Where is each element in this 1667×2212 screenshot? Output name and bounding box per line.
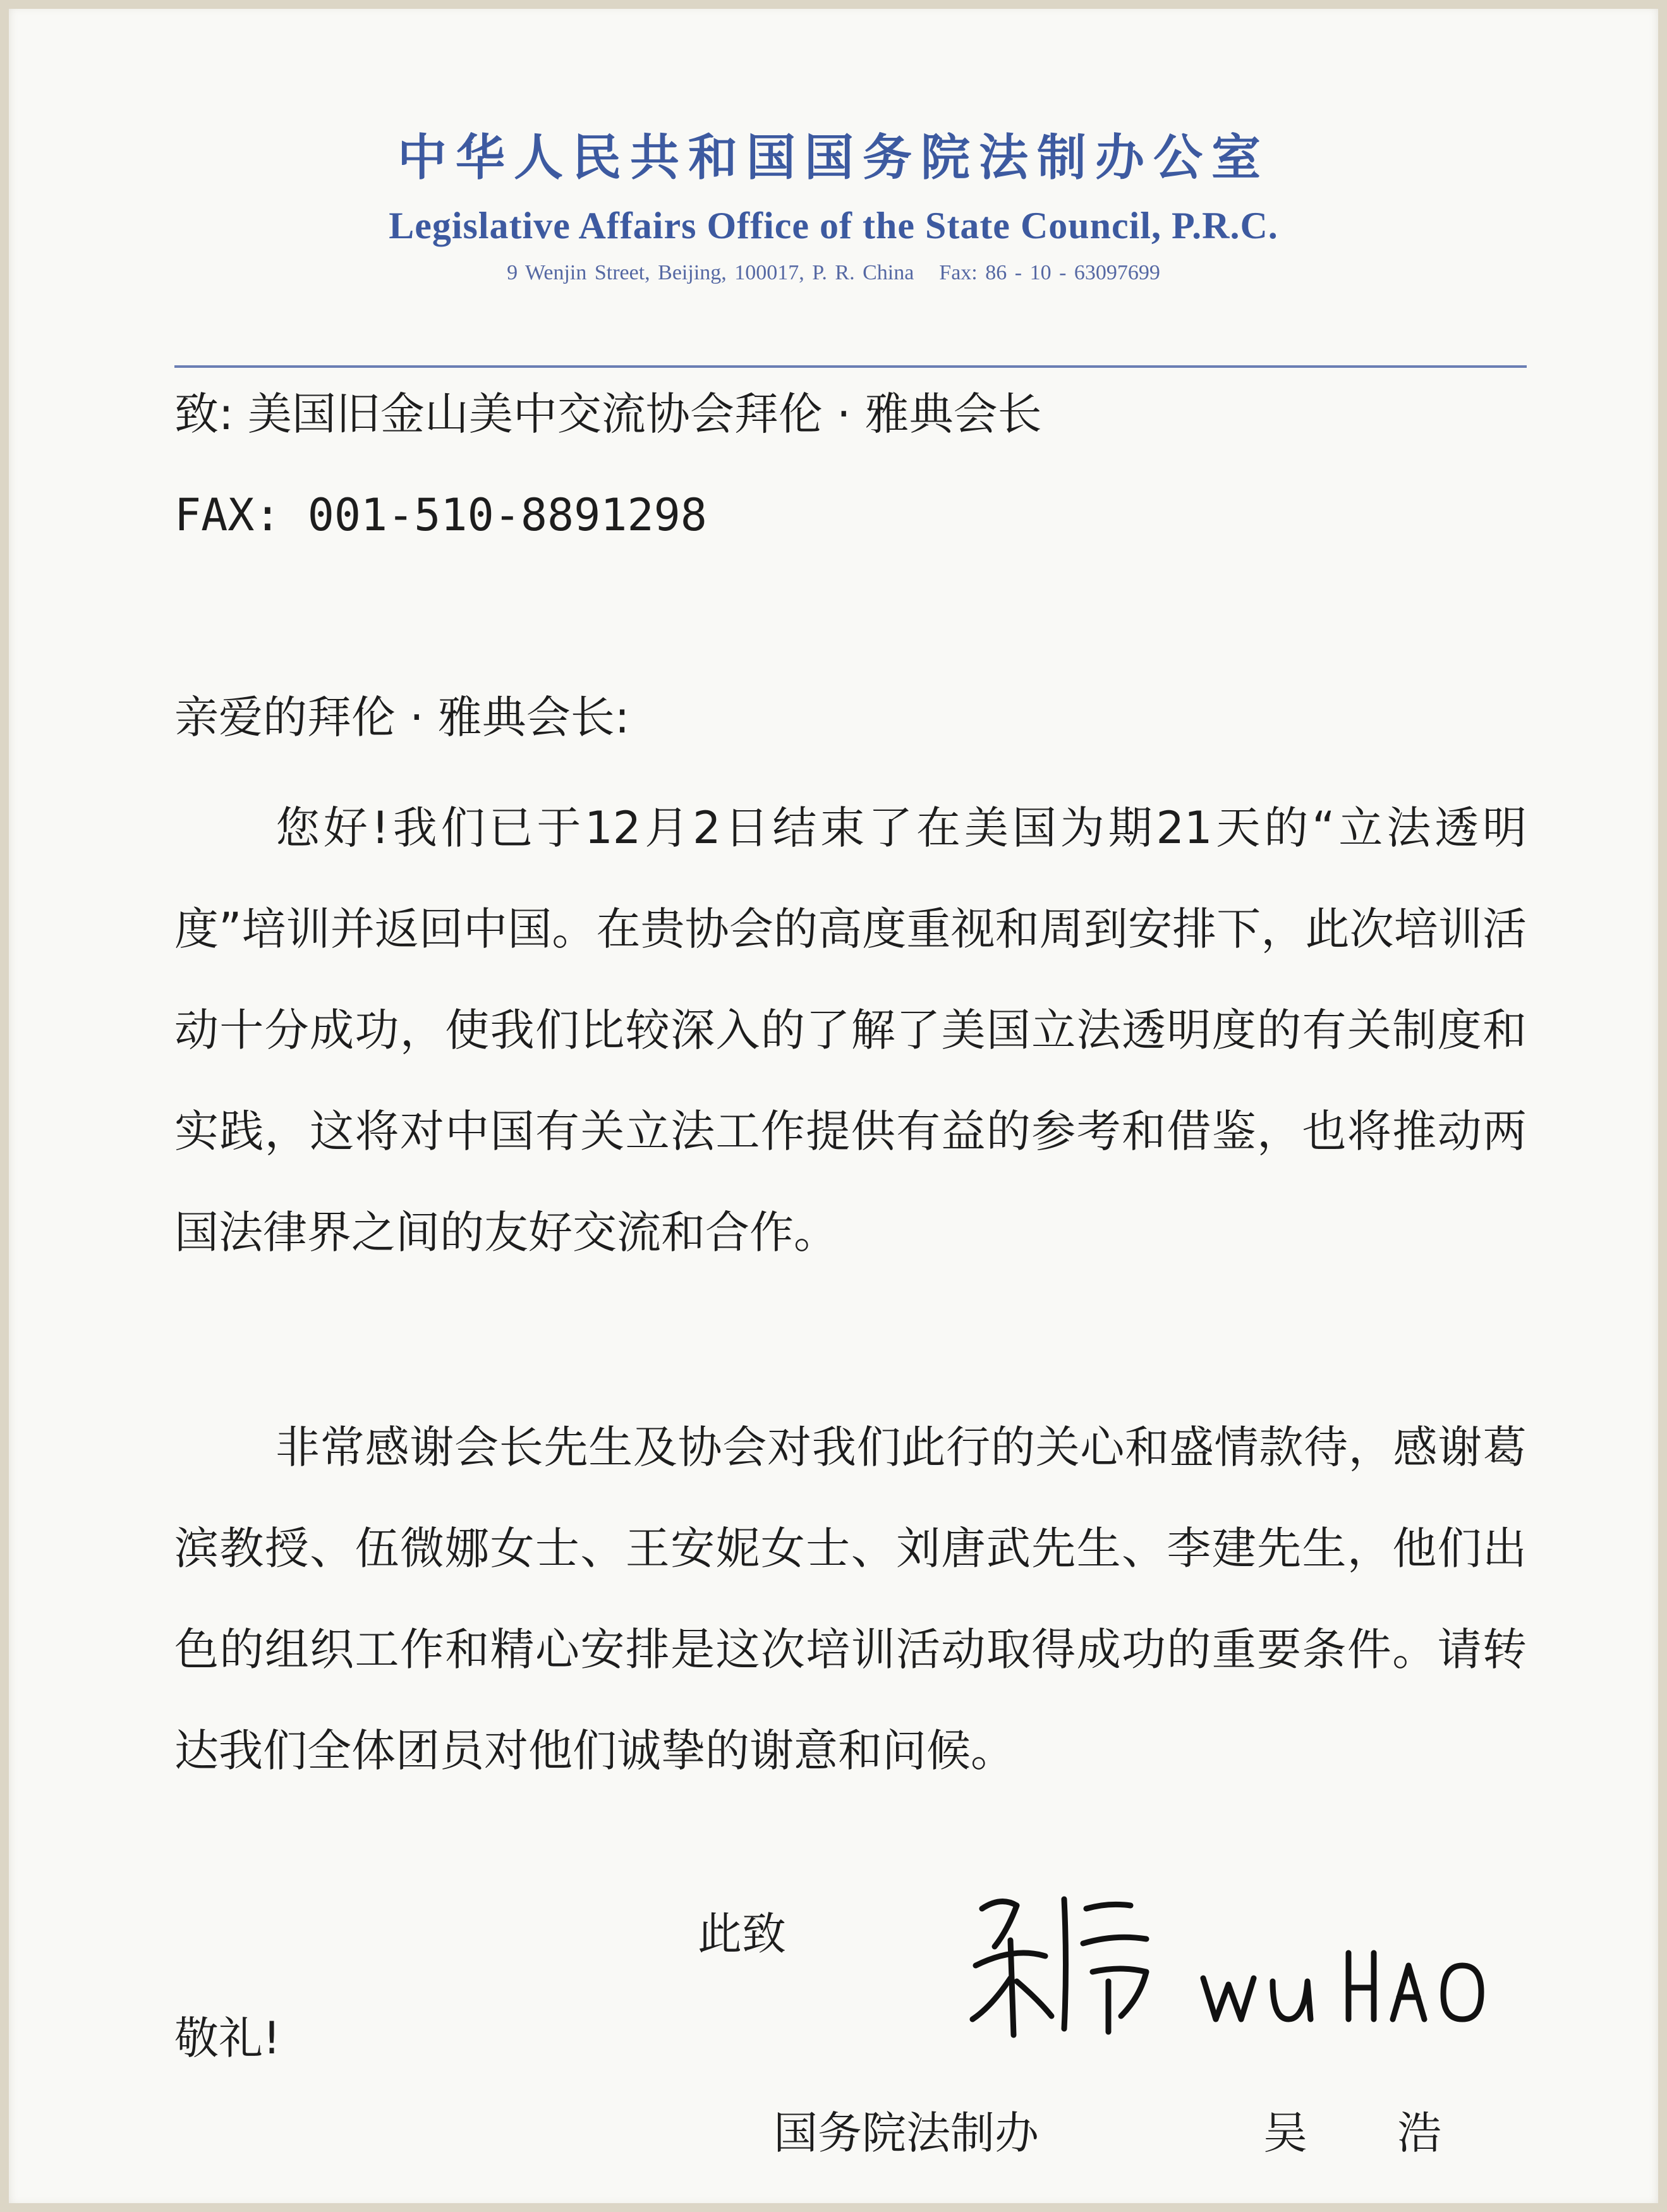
body-paragraph-2: 非常感谢会长先生及协会对我们此行的关心和盛情款待，感谢葛滨教授、伍微娜女士、王安妮女士、刘唐武先生、李建先生，他们出色的组织工作和精心安排是这次培训活动取得成功的重要条件。请转达我们全体团员对他们诚挚的谢意和问候。 [174, 1421, 1527, 1777]
letter-paper [9, 6, 1658, 2206]
recipient-line: 致: 美国旧金山美中交流协会拜伦 · 雅典会长 [174, 388, 1042, 440]
letterhead-chinese-name: 中华人民共和国国务院法制办公室 [397, 129, 1270, 186]
handwritten-signature [957, 1871, 1513, 2060]
letterhead-divider [174, 365, 1527, 368]
body-paragraph-1: 您好!我们已于12月2日结束了在美国为期21天的“立法透明度”培训并返回中国。在贵协会的高度重视和周到安排下，此次培训活动十分成功，使我们比较深入的了解了美国立法透明度的有关制度和实践，这将对中国有关立法工作提供有益的参考和借鉴，也将推动两国法律界之间的友好交流和合作。 [174, 802, 1527, 1258]
recipient-fax: FAX: 001-510-8891298 [174, 489, 707, 541]
sender-organization: 国务院法制办 [773, 2107, 1039, 2159]
letterhead [9, 120, 1658, 292]
letterhead-address-line [9, 254, 1658, 292]
letterhead-address: 9 Wenjin Street, Beijing, 100017, P. R. China [507, 261, 914, 284]
closing-phrase: 此致 [698, 1908, 786, 1960]
regards-phrase: 敬礼! [174, 2012, 281, 2064]
salutation: 亲爱的拜伦 · 雅典会长: [174, 691, 630, 743]
letterhead-english-name: Legislative Affairs Office of the State Council, P.R.C. [389, 205, 1278, 246]
letterhead-fax: Fax: 86 - 10 - 63097699 [939, 261, 1160, 284]
sender-name: 吴 浩 [1263, 2107, 1480, 2159]
